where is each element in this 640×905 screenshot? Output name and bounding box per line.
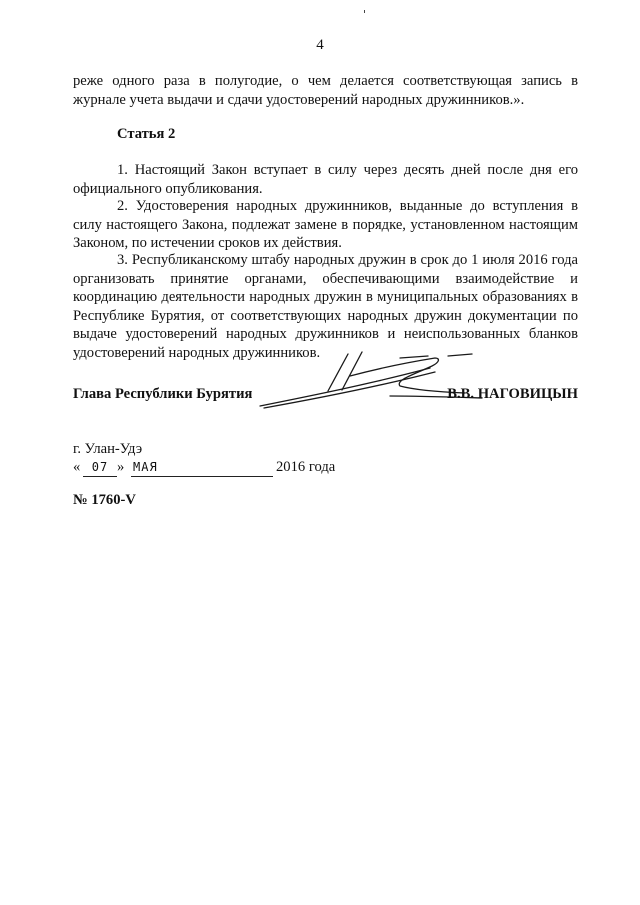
date-line (73, 459, 393, 479)
day-underline (83, 476, 117, 477)
date-month: МАЯ (133, 460, 158, 474)
article-item-2: 2. Удостоверения народных дружинников, выданные до вступления в силу настоящего Закона, подлежат замене в порядке, установленном настоящим Законом, по истечении сроков их действия. (73, 198, 578, 251)
document-number: № 1760-V (73, 492, 136, 508)
signatory-name: В.В. НАГОВИЦЫН (447, 386, 578, 402)
signature-block (73, 386, 578, 406)
date-year: 2016 года (276, 459, 336, 475)
article-title: Статья 2 (117, 126, 176, 142)
article-item-1: 1. Настоящий Закон вступает в силу через десять дней после дня его официального опубликования. (73, 162, 578, 197)
date-day: 07 (91, 460, 109, 474)
scan-speck (364, 10, 365, 13)
date-quote-open: « (73, 459, 81, 475)
signatory-position: Глава Республики Бурятия (73, 386, 253, 402)
article-item-3: 3. Республиканскому штабу народных дружин в срок до 1 июля 2016 года организовать принятие органами, обеспечивающими взаимодействие и координацию деятельности народных дружин в муниципальных образованиях в Республике Бурятия, от соответствующих народных дружин документации по выдаче удостоверений народных дружинников и неиспользованных бланков удостоверений народных дружинников. (73, 252, 578, 361)
place: г. Улан-Удэ (73, 441, 143, 457)
month-underline (131, 476, 273, 477)
date-quote-close: » (117, 459, 125, 475)
continuation-paragraph: реже одного раза в полугодие, о чем делается соответствующая запись в журнале учета выдачи и сдачи удостоверений народных дружинников.». (73, 73, 578, 108)
page-number: 4 (316, 37, 324, 53)
